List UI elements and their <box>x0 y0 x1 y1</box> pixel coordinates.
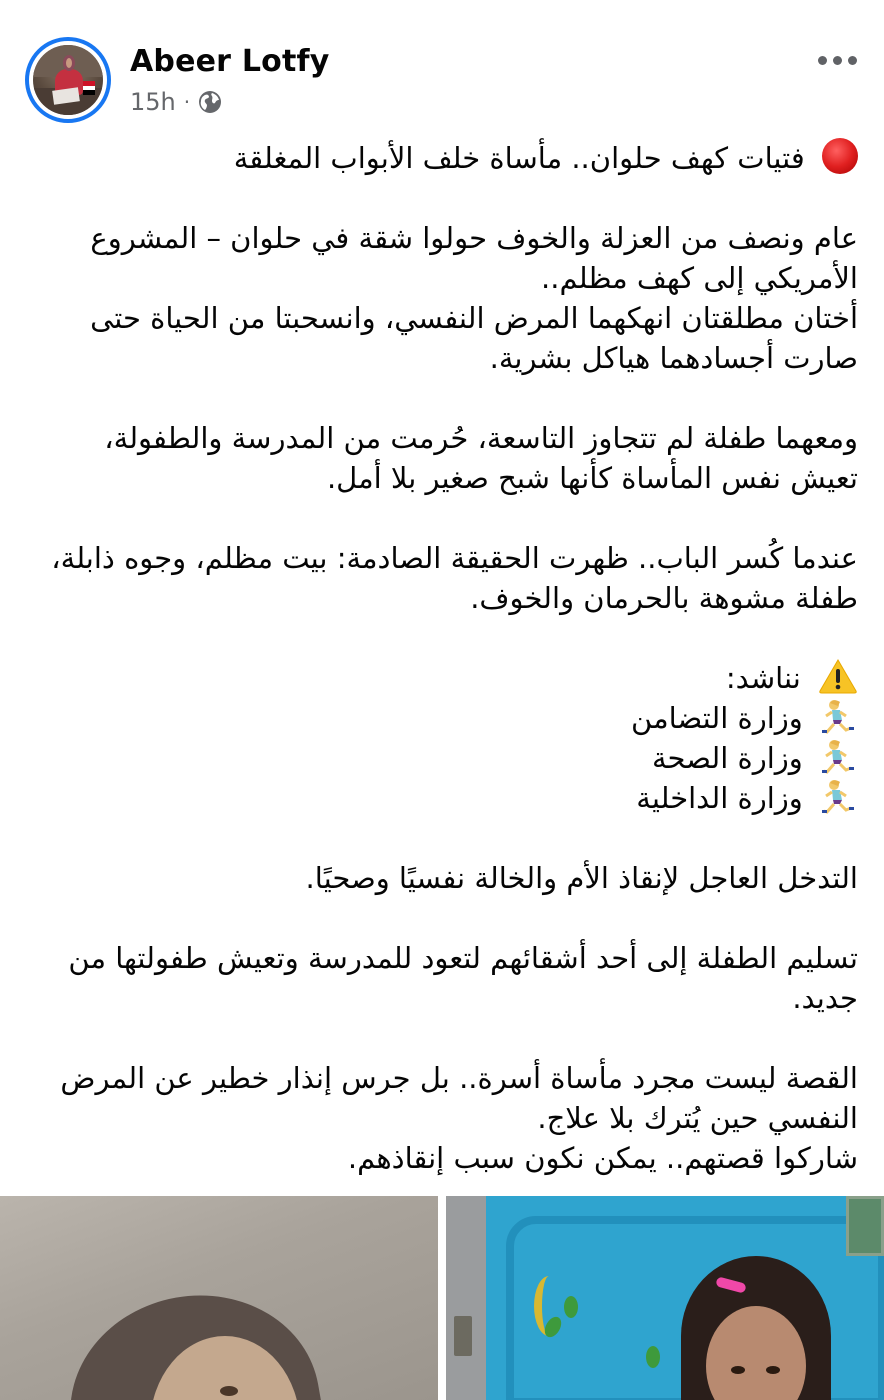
text-line: طفلة مشوهة بالحرمان والخوف. <box>470 581 858 615</box>
text-line: عام ونصف من العزلة والخوف حولوا شقة في حلوان – المشروع <box>90 221 858 255</box>
egypt-flag-icon <box>83 81 95 95</box>
post-meta <box>130 88 222 116</box>
appeal-list <box>0 658 858 818</box>
author-avatar[interactable] <box>25 37 111 123</box>
post-photo-2[interactable] <box>446 1196 884 1400</box>
text-line: صارت أجسادهما هياكل بشرية. <box>489 341 858 375</box>
post-body <box>0 138 858 1218</box>
woman-running-emoji-icon <box>818 698 858 736</box>
post-time[interactable]: 15h <box>130 88 176 116</box>
photo-detail <box>220 1386 238 1396</box>
text-line: عندما كُسر الباب.. ظهرت الحقيقة الصادمة: بيت مظلم، وجوه ذابلة، <box>51 541 858 575</box>
paragraph-1 <box>0 218 858 378</box>
post-title-text: فتيات كهف حلوان.. مأساة خلف الأبواب المغلقة <box>233 141 805 175</box>
warning-emoji-icon <box>818 658 858 694</box>
appeal-item <box>0 738 858 778</box>
text-line: التدخل العاجل لإنقاذ الأم والخالة نفسيًا وصحيًا. <box>305 861 858 895</box>
text-line: شاركوا قصتهم.. يمكن نكون سبب إنقاذهم. <box>347 1141 858 1175</box>
text-line: القصة ليست مجرد مأساة أسرة.. بل جرس إنذار خطير عن المرض <box>60 1061 858 1095</box>
text-line: أختان مطلقتان انهكهما المرض النفسي، وانسحبتا من الحياة حتى <box>90 301 858 335</box>
appeal-item-label: وزارة الصحة <box>651 741 803 775</box>
appeal-item <box>0 698 858 738</box>
text-line: الأمريكي إلى كهف مظلم.. <box>541 261 858 295</box>
more-dot <box>848 56 857 65</box>
post-photo-grid <box>0 1196 884 1400</box>
post-header <box>0 0 884 135</box>
text-line: ومعهما طفلة لم تتجاوز التاسعة، حُرمت من المدرسة والطفولة، <box>104 421 858 455</box>
photo-detail <box>454 1316 472 1356</box>
woman-running-emoji-icon <box>818 738 858 776</box>
photo-detail <box>766 1366 780 1374</box>
paragraph-4 <box>0 858 858 898</box>
author-name[interactable]: Abeer Lotfy <box>130 44 330 79</box>
appeal-item-label: وزارة الداخلية <box>636 781 803 815</box>
photo-detail <box>731 1366 745 1374</box>
more-dot <box>833 56 842 65</box>
text-line: جديد. <box>792 981 858 1015</box>
appeal-heading: نناشد: <box>725 661 801 695</box>
text-line: النفسي حين يُترك بلا علاج. <box>537 1101 858 1135</box>
photo-detail <box>446 1196 486 1400</box>
paragraph-2 <box>0 418 858 498</box>
text-line: تعيش نفس المأساة كأنها شبح صغير بلا أمل. <box>326 461 858 495</box>
red-circle-emoji-icon <box>822 138 858 174</box>
appeal-item <box>0 778 858 818</box>
more-horizontal-icon <box>818 56 827 65</box>
text-line: تسليم الطفلة إلى أحد أشقائهم لتعود للمدرسة وتعيش طفولتها من <box>68 941 858 975</box>
paragraph-3 <box>0 538 858 618</box>
photo-detail <box>564 1296 578 1318</box>
photo-detail <box>646 1346 660 1368</box>
post-photo-1[interactable] <box>0 1196 438 1400</box>
more-options-button[interactable] <box>812 48 862 72</box>
photo-detail <box>846 1196 884 1256</box>
appeal-item-label: وزارة التضامن <box>631 701 803 735</box>
woman-running-emoji-icon <box>818 778 858 816</box>
post-title <box>0 138 858 178</box>
paragraph-6 <box>0 1058 858 1178</box>
meta-separator: · <box>183 90 191 114</box>
paragraph-5 <box>0 938 858 1018</box>
profile-photo-icon <box>33 45 103 115</box>
globe-icon[interactable] <box>198 90 222 114</box>
